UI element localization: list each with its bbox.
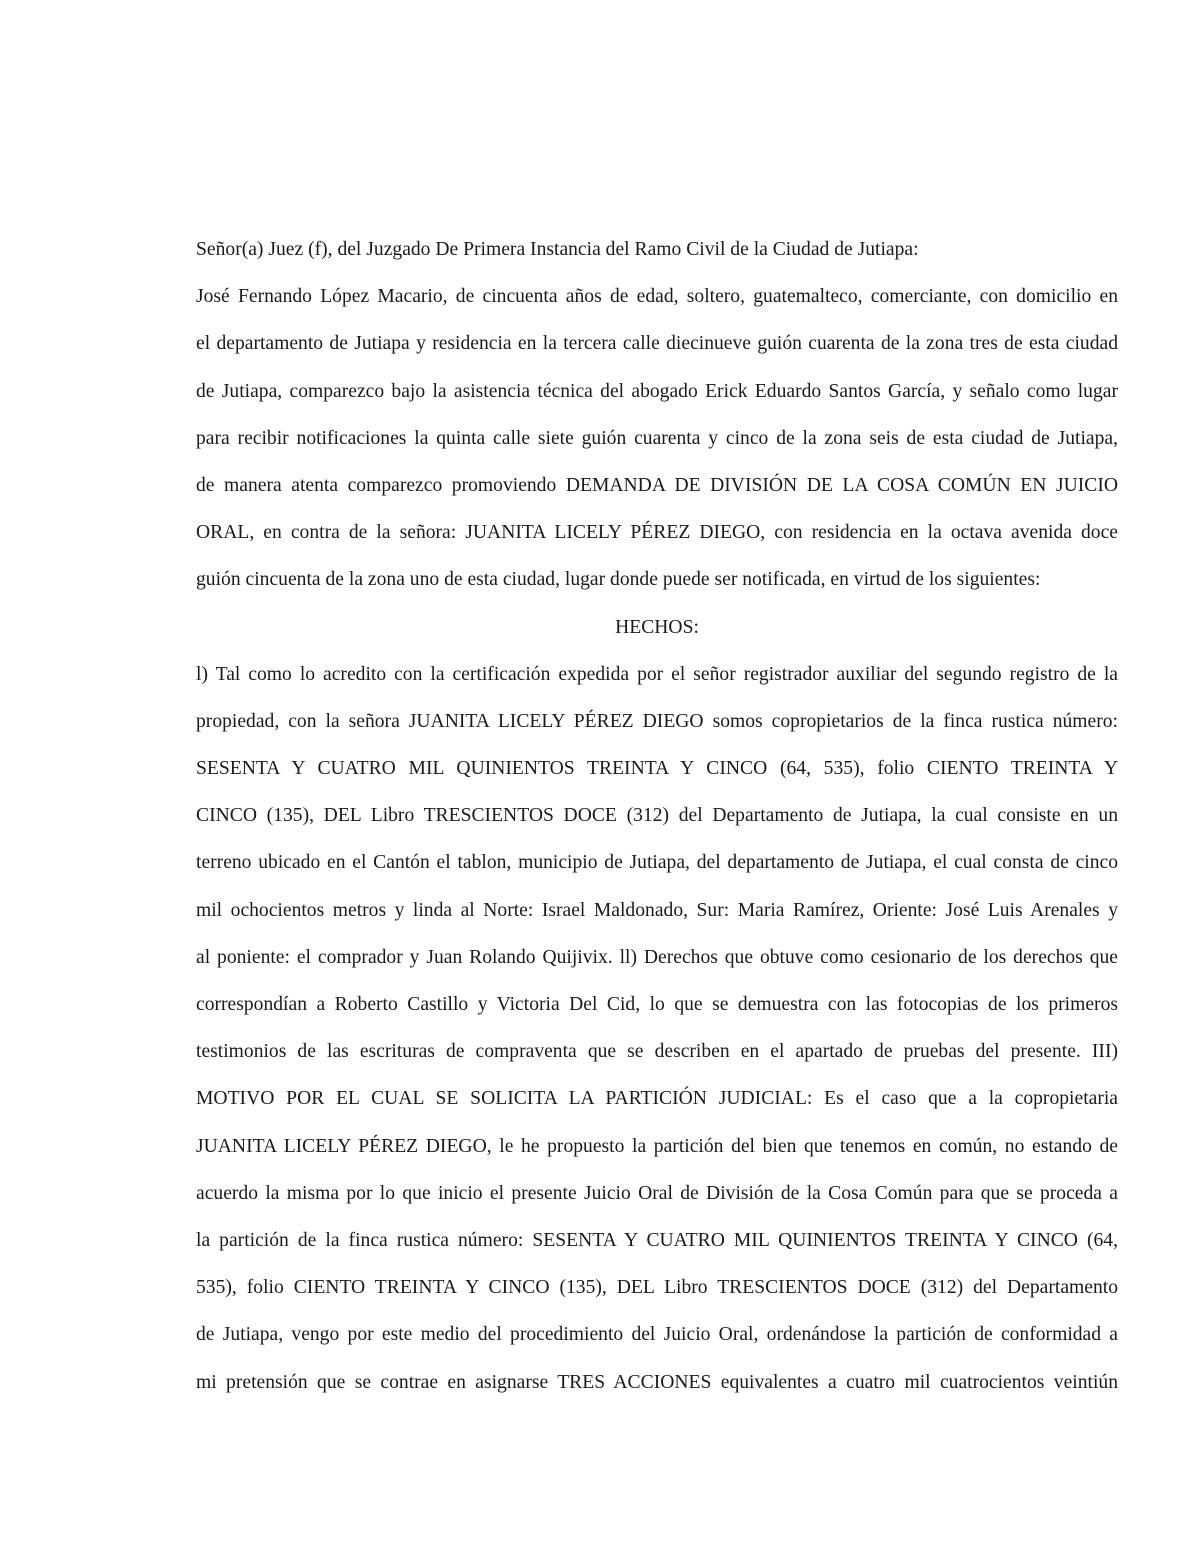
document-line: ORAL, en contra de la señora: JUANITA LICELY PÉREZ DIEGO, con residencia en la octava avenida doce: [196, 522, 1118, 544]
document-line: el departamento de Jutiapa y residencia en la tercera calle diecinueve guión cuarenta de la zona tres de esta ciudad: [196, 333, 1118, 355]
document-line: guión cincuenta de la zona uno de esta ciudad, lugar donde puede ser notificada, en virtud de los siguientes:: [196, 569, 1041, 591]
document-line: al poniente: el comprador y Juan Rolando Quijivix. ll) Derechos que obtuve como cesionario de los derechos que: [196, 946, 1118, 968]
document-line: SESENTA Y CUATRO MIL QUINIENTOS TREINTA Y CINCO (64, 535), folio CIENTO TREINTA Y: [196, 758, 1118, 780]
section-heading: HECHOS:: [615, 616, 699, 638]
document-line: 535), folio CIENTO TREINTA Y CINCO (135), DEL Libro TRESCIENTOS DOCE (312) del Departamento: [196, 1277, 1118, 1299]
document-line: correspondían a Roberto Castillo y Victoria Del Cid, lo que se demuestra con las fotocopias de los primeros: [196, 994, 1118, 1015]
document-line: Señor(a) Juez (f), del Juzgado De Primera Instancia del Ramo Civil de la Ciudad de Jutiapa:: [196, 239, 919, 260]
document-line: de Jutiapa, vengo por este medio del procedimiento del Juicio Oral, ordenándose la partición de conformidad a: [196, 1324, 1118, 1346]
document-line: CINCO (135), DEL Libro TRESCIENTOS DOCE (312) del Departamento de Jutiapa, la cual consiste en un: [196, 805, 1118, 827]
document-line: l) Tal como lo acredito con la certificación expedida por el señor registrador auxiliar del segundo registro de la: [196, 663, 1118, 685]
document-line: José Fernando López Macario, de cincuenta años de edad, soltero, guatemalteco, comerciante, con domicilio en: [196, 286, 1118, 308]
document-line: de Jutiapa, comparezco bajo la asistencia técnica del abogado Erick Eduardo Santos García, y señalo como lugar: [196, 380, 1118, 402]
document-body: [196, 226, 1118, 1406]
document-line: mil ochocientos metros y linda al Norte: Israel Maldonado, Sur: Maria Ramírez, Oriente: José Luis Arenales y: [196, 899, 1118, 921]
document-line: testimonios de las escrituras de compraventa que se describen en el apartado de pruebas del presente. III): [196, 1041, 1118, 1063]
document-line: MOTIVO POR EL CUAL SE SOLICITA LA PARTICIÓN JUDICIAL: Es el caso que a la copropietaria: [196, 1088, 1118, 1110]
document-line: para recibir notificaciones la quinta calle siete guión cuarenta y cinco de la zona seis de esta ciudad de Jutiapa,: [196, 427, 1118, 449]
document-line: JUANITA LICELY PÉREZ DIEGO, le he propuesto la partición del bien que tenemos en común, no estando de: [196, 1135, 1118, 1157]
document-line: propiedad, con la señora JUANITA LICELY PÉREZ DIEGO somos copropietarios de la finca rustica número:: [196, 710, 1118, 732]
document-line: mi pretensión que se contrae en asignarse TRES ACCIONES equivalentes a cuatro mil cuatrocientos veintiún: [196, 1371, 1118, 1393]
document-line: terreno ubicado en el Cantón el tablon, municipio de Jutiapa, del departamento de Jutiapa, el cual consta de cinco: [196, 852, 1118, 874]
document-line: de manera atenta comparezco promoviendo DEMANDA DE DIVISIÓN DE LA COSA COMÚN EN JUICIO: [196, 474, 1118, 496]
document-line: acuerdo la misma por lo que inicio el presente Juicio Oral de División de la Cosa Común para que se proceda a: [196, 1182, 1118, 1204]
document-line: la partición de la finca rustica número: SESENTA Y CUATRO MIL QUINIENTOS TREINTA Y CINCO (64,: [196, 1229, 1118, 1251]
